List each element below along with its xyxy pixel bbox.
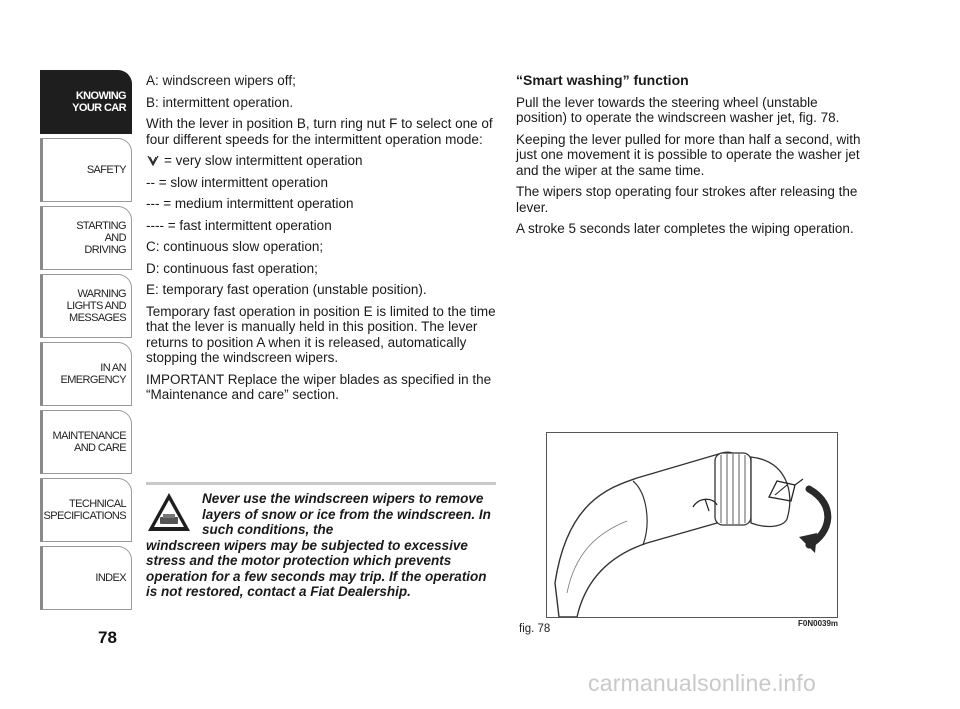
section-divider <box>146 482 496 485</box>
watermark: carmanualsonline.info <box>588 670 816 696</box>
para-important: IMPORTANT Replace the wiper blades as specified in the “Maintenance and care” section. <box>146 371 492 402</box>
para-temporary: Temporary fast operation in position E is limited to the time that the lever is manually held in this position. The lever returns to position A when it is released, automatically stopping the windscreen wipers. <box>146 303 496 365</box>
very-slow-speed-icon <box>146 153 160 167</box>
speed-slow: -- = slow intermittent operation <box>146 174 328 190</box>
tab-label: TECHNICAL SPECIFICATIONS <box>43 498 126 522</box>
right-text-column <box>516 73 868 243</box>
tab-label: MAINTENANCE AND CARE <box>52 430 126 454</box>
item-e: E: temporary fast operation (unstable position). <box>146 282 427 297</box>
tab-starting-and-driving[interactable] <box>40 206 132 270</box>
tab-knowing-your-car[interactable] <box>40 70 132 134</box>
warning-lead-text: Never use the windscreen wipers to remove layers of snow or ice from the windscreen. In such conditions, the <box>202 491 491 537</box>
tab-label: STARTING AND DRIVING <box>76 220 126 256</box>
tab-warning-lights[interactable] <box>40 274 132 338</box>
left-text-column <box>146 73 496 409</box>
tab-index[interactable] <box>40 546 132 610</box>
tab-label: SAFETY <box>86 164 126 176</box>
figure-wiper-lever <box>546 432 838 618</box>
para-ring-nut: With the lever in position B, turn ring nut F to select one of four different speeds for the intermittent operation mode: <box>146 116 493 147</box>
para-4: A stroke 5 seconds later completes the wiping operation. <box>516 221 854 236</box>
speed-very-slow-row <box>146 153 496 169</box>
rotation-arrow-icon <box>799 489 828 553</box>
tab-label: IN AN EMERGENCY <box>60 362 126 386</box>
item-a: A: windscreen wipers off; <box>146 73 296 88</box>
figure-code: F0N0039m <box>798 619 839 628</box>
tab-label: KNOWING YOUR CAR <box>72 90 126 114</box>
tab-label: INDEX <box>95 572 126 584</box>
speed-fast: ---- = fast intermittent operation <box>146 217 332 233</box>
item-c: C: continuous slow operation; <box>146 239 324 254</box>
ring-nut <box>715 453 751 525</box>
item-b: B: intermittent operation. <box>146 94 294 110</box>
para-1: Pull the lever towards the steering wheel (unstable position) to operate the windscreen washer jet, fig. 78. <box>516 94 840 125</box>
speed-medium: --- = medium intermittent operation <box>146 196 354 211</box>
tab-maintenance-and-care[interactable] <box>40 410 132 474</box>
tab-label: WARNING LIGHTS AND MESSAGES <box>66 288 126 324</box>
warning-rest-text: windscreen wipers may be subjected to excessive stress and the motor protection which prevents operation for a few seconds may trip. If the operation is not restored, contact a Fiat Dealership. <box>146 537 487 599</box>
section-heading: “Smart washing” function <box>516 72 689 88</box>
tab-in-an-emergency[interactable] <box>40 342 132 406</box>
tab-technical-specifications[interactable] <box>40 478 132 542</box>
figure-caption: fig. 78 <box>519 623 551 635</box>
para-3: The wipers stop operating four strokes after releasing the lever. <box>516 184 858 215</box>
wiper-lever-illustration <box>547 433 837 617</box>
warning-note <box>146 491 496 600</box>
tab-safety[interactable] <box>40 138 132 202</box>
speed-very-slow-text: = very slow intermittent operation <box>164 153 363 168</box>
item-d: D: continuous fast operation; <box>146 260 318 276</box>
page-number: 78 <box>98 628 117 647</box>
para-2: Keeping the lever pulled for more than half a second, with just one movement it is possible to operate the washer jet and the wiper at the same time. <box>516 131 861 178</box>
